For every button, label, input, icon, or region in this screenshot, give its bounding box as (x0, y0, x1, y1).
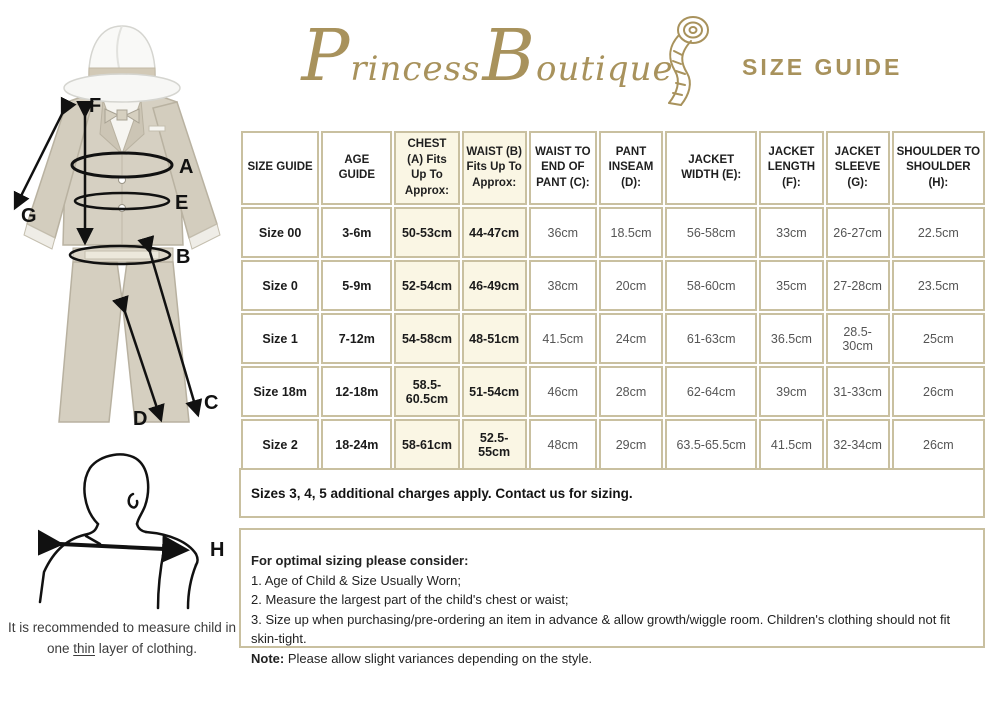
measure-caption-pre: It is recommended to measure child in one (7, 620, 237, 656)
column-header: WAIST (B) Fits Up To Approx: (462, 131, 527, 205)
table-cell: 22.5cm (892, 207, 985, 258)
table-cell: 27-28cm (826, 260, 890, 311)
shoulder-measurement-illustration (38, 452, 233, 610)
table-cell: 54-58cm (394, 313, 459, 364)
label-D: D (133, 408, 148, 430)
label-G: G (21, 205, 37, 227)
label-F: F (89, 95, 102, 117)
table-cell: 26cm (892, 366, 985, 417)
table-cell: 41.5cm (529, 313, 597, 364)
sizing-tips-title: For optimal sizing please consider: (251, 553, 469, 568)
table-cell: 36.5cm (759, 313, 823, 364)
brand-logo (301, 10, 674, 105)
column-header: PANT INSEAM (D): (599, 131, 663, 205)
pocket-square (149, 126, 165, 131)
table-cell: 31-33cm (826, 366, 890, 417)
column-header: CHEST (A) Fits Up To Approx: (394, 131, 459, 205)
additional-sizes-note (239, 468, 985, 518)
table-cell: 51-54cm (462, 366, 527, 417)
brand-logo-word-2: Boutique (482, 13, 674, 97)
measure-caption-post: layer of clothing. (95, 640, 198, 656)
table-cell: 36cm (529, 207, 597, 258)
table-cell: 44-47cm (462, 207, 527, 258)
table-cell: 28cm (599, 366, 663, 417)
belt (85, 251, 159, 259)
table-header-row (241, 131, 985, 205)
sizing-note-line (251, 649, 973, 669)
sizing-note-text: Please allow slight variances depending on the style. (284, 650, 593, 666)
label-H: H (210, 539, 225, 561)
table-cell: 48-51cm (462, 313, 527, 364)
table-row (241, 419, 985, 470)
column-header: JACKET WIDTH (E): (665, 131, 757, 205)
size-table (239, 129, 987, 472)
table-cell: Size 2 (241, 419, 319, 470)
table-cell: 3-6m (321, 207, 392, 258)
table-cell: 56-58cm (665, 207, 757, 258)
label-E: E (175, 192, 189, 214)
sizing-note-label: Note: (251, 650, 285, 666)
table-cell: 26cm (892, 419, 985, 470)
label-B: B (176, 246, 191, 268)
table-cell: 58-61cm (394, 419, 459, 470)
suit-measurement-illustration (5, 12, 235, 462)
column-header: JACKET SLEEVE (G): (826, 131, 890, 205)
table-cell: 18-24m (321, 419, 392, 470)
table-cell: 35cm (759, 260, 823, 311)
page-title: SIZE GUIDE (742, 54, 903, 80)
table-cell: 52-54cm (394, 260, 459, 311)
pant-leg-right (122, 262, 189, 422)
table-row (241, 366, 985, 417)
table-cell: 61-63cm (665, 313, 757, 364)
fedora-brim (64, 74, 180, 102)
sizing-tip-1: 1. Age of Child & Size Usually Worn; (251, 572, 462, 588)
table-body (241, 207, 985, 470)
table-cell: 52.5-55cm (462, 419, 527, 470)
table-row (241, 207, 985, 258)
column-header: SHOULDER TO SHOULDER (H): (892, 131, 985, 205)
table-cell: Size 0 (241, 260, 319, 311)
brand-logo-word-1: Princess (301, 13, 481, 97)
table-row (241, 260, 985, 311)
table-cell: 7-12m (321, 313, 392, 364)
label-C: C (204, 392, 219, 414)
table-cell: 41.5cm (759, 419, 823, 470)
neck-right (137, 524, 146, 532)
table-cell: 58.5-60.5cm (394, 366, 459, 417)
table-cell: 46cm (529, 366, 597, 417)
table-cell: 33cm (759, 207, 823, 258)
table-cell: 24cm (599, 313, 663, 364)
additional-sizes-text: Sizes 3, 4, 5 additional charges apply. Contact us for sizing. (251, 485, 633, 501)
sizing-tip-2: 2. Measure the largest part of the child's chest or waist; (251, 592, 569, 607)
table-cell: 32-34cm (826, 419, 890, 470)
table-cell: Size 18m (241, 366, 319, 417)
sizing-tips-box (239, 528, 985, 666)
table-cell: 18.5cm (599, 207, 663, 258)
table-cell: 39cm (759, 366, 823, 417)
table-cell: 5-9m (321, 260, 392, 311)
neck-left (88, 524, 98, 534)
ear (129, 494, 137, 508)
table-cell: 12-18m (321, 366, 392, 417)
collar-line (86, 536, 100, 544)
table-cell: Size 1 (241, 313, 319, 364)
table-cell: 23.5cm (892, 260, 985, 311)
shoulder-arrow (60, 544, 186, 550)
column-header: WAIST TO END OF PANT (C): (529, 131, 597, 205)
sizing-tip-3: 3. Size up when purchasing/pre-ordering an item in advance & allow growth/wiggle room. Children's clothing should not fit skin-tight. (251, 611, 951, 646)
table-cell: 62-64cm (665, 366, 757, 417)
pant-leg-left (59, 262, 122, 422)
table-cell: 50-53cm (394, 207, 459, 258)
table-cell: 26-27cm (826, 207, 890, 258)
table-cell: Size 00 (241, 207, 319, 258)
arm-right-outer (188, 565, 196, 608)
measure-caption (6, 618, 238, 660)
table-cell: 46-49cm (462, 260, 527, 311)
table-cell: 38cm (529, 260, 597, 311)
column-header: SIZE GUIDE (241, 131, 319, 205)
measuring-tape-icon (645, 13, 717, 108)
table-cell: 58-60cm (665, 260, 757, 311)
table-cell: 20cm (599, 260, 663, 311)
table-cell: 28.5-30cm (826, 313, 890, 364)
table-row (241, 313, 985, 364)
column-header: AGE GUIDE (321, 131, 392, 205)
bowtie-knot (117, 110, 127, 120)
measure-caption-underlined: thin (73, 640, 95, 656)
arm-right-inner (158, 550, 164, 608)
table-cell: 63.5-65.5cm (665, 419, 757, 470)
head-outline (84, 454, 148, 524)
label-A: A (179, 156, 194, 178)
table-cell: 25cm (892, 313, 985, 364)
table-cell: 48cm (529, 419, 597, 470)
table-cell: 29cm (599, 419, 663, 470)
column-header: JACKET LENGTH (F): (759, 131, 823, 205)
